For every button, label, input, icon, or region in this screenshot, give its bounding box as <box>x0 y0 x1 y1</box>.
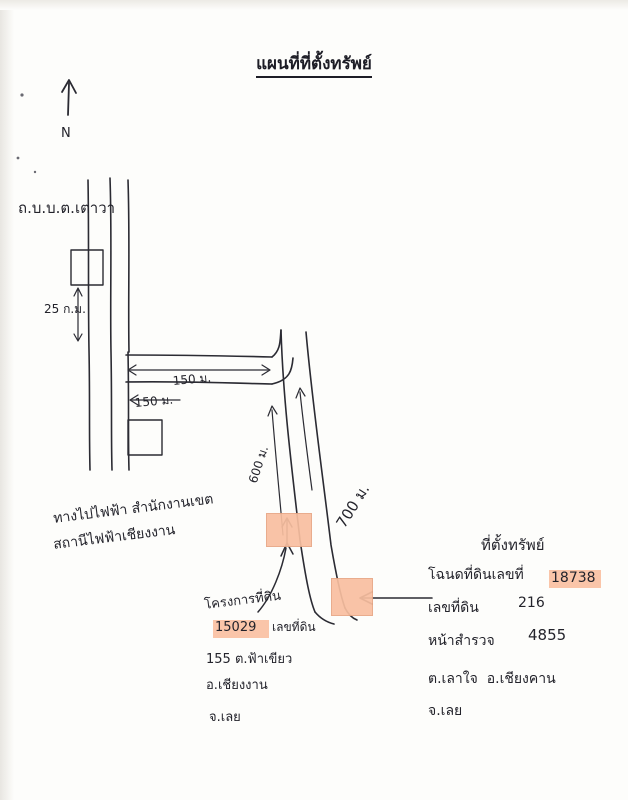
property-row-label-0: โฉนดที่ดินเลขที่ <box>428 567 524 583</box>
property-row-label-2: หน้าสำรวจ <box>428 633 495 649</box>
project-note-line4: อ.เชียงงาน <box>206 678 268 693</box>
dim-diagonal-right-label: 700 ม. <box>332 480 374 532</box>
property-row-value-0: 18738 <box>551 570 596 586</box>
property-info-heading: ที่ตั้งทรัพย์ <box>481 536 545 554</box>
project-note-line1: โครงการที่ดิน <box>203 588 282 613</box>
dim-second-horizontal-label: 150 ม. <box>134 392 174 410</box>
page-title-text: แผนที่ที่ตั้งทรัพย์ <box>256 54 372 78</box>
property-row-label-4: จ.เลย <box>428 703 463 719</box>
power-note-line2: สถานีไฟฟ้าเชียงงาน <box>52 522 177 553</box>
project-note-line5: จ.เลย <box>209 710 241 725</box>
project-note-line3: 155 ต.ฟ้าเขียว <box>206 652 293 667</box>
property-row-label-3: ต.เลาใจ อ.เชียงคาน <box>428 671 556 687</box>
power-note-line1: ทางไปไฟฟ้า สำนักงานเขต <box>52 491 215 527</box>
secondary-plot-highlight <box>331 578 373 616</box>
project-note-line2: เลขที่ดิน <box>272 620 316 634</box>
property-row-value-2: 4855 <box>528 626 567 644</box>
property-row-label-1: เลขที่ดิน <box>428 600 479 616</box>
dim-left-vertical-label: 25 ก.ม. <box>44 302 86 316</box>
dim-top-horizontal-label: 150 ม. <box>172 370 212 388</box>
top-road-label: ถ.บ.บ.ต.เตาวา <box>18 199 116 217</box>
north-label: N <box>61 126 71 141</box>
dim-vertical-middle-label: 600 ม. <box>245 444 272 485</box>
project-note-number: 15029 <box>215 620 257 635</box>
property-row-value-1: 216 <box>518 595 545 611</box>
subject-plot-highlight <box>266 513 312 547</box>
